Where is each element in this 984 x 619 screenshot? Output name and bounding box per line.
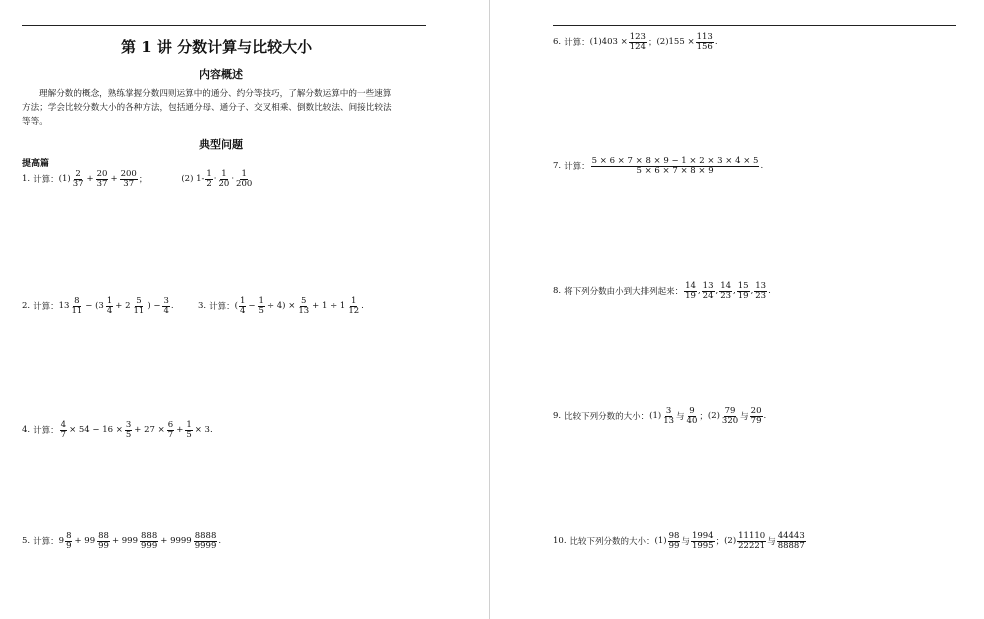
numerator: 5 [301,296,307,306]
numerator: 3 [665,406,672,416]
denominator: 200 [236,178,253,189]
numerator: 8 [66,531,72,541]
numerator: 4 [60,420,67,430]
math-text: . [714,37,718,48]
numerator: 9 [689,406,695,416]
problem-1 [22,170,254,189]
denominator: 19 [737,290,749,301]
denominator: 9 [66,540,72,551]
numerator: 14 [685,281,696,291]
numerator: 1 [186,420,192,430]
overview-heading: 内容概述 [199,68,243,81]
numerator: 15 [737,281,749,291]
math-text: 计算： [33,175,59,186]
denominator: 4 [163,305,169,316]
fraction [591,157,760,176]
overview-line-1: 理解分数的概念，熟练掌握分数四则运算中的通分、约分等技巧，了解分数运算中的一些速算 [39,89,392,99]
math-text: (2)155 × [656,37,695,48]
numerator: 1 [206,169,212,179]
math-text: + 27 × [134,425,165,436]
fraction [662,407,675,426]
math-text: (1)403 × [589,37,628,48]
math-text: 比较下列分数的大小： [564,412,650,423]
fraction [205,170,212,189]
math-text: 8. [553,286,562,297]
math-text: − [248,301,256,312]
fraction [140,532,158,551]
overview-line-2: 方法；学会比较分数大小的各种方法，包括通分母、通分子、交叉相乘、倒数比较法、间接比较法 [22,103,392,113]
math-text: 4. [22,425,31,436]
math-text: . [218,536,222,547]
fraction [719,282,732,301]
numerator: 3 [125,420,132,430]
math-text: ÷ 4) × [266,301,296,312]
numerator: 98 [668,531,680,541]
page-title: 第 1 讲 分数计算与比较大小 [121,38,313,56]
denominator: 4 [106,305,113,316]
numerator: 11110 [738,531,766,541]
numerator: 3 [163,296,169,306]
math-text: + 1 ÷ 1 [312,301,346,312]
math-text: 13 [58,301,70,312]
fraction [258,297,265,316]
denominator: 1995 [691,540,714,551]
math-text: ； [138,175,148,186]
numerator: 13 [702,281,714,291]
math-text: × 54 − 16 × [69,425,123,436]
header-rule-right [553,25,956,26]
denominator: 79 [750,415,762,426]
math-text: + 9999 [160,536,192,547]
math-text: (1) [654,536,667,547]
denominator: 5 × 6 × 7 × 8 × 9 [636,165,714,176]
math-text: + 999 [111,536,139,547]
fraction [684,282,697,301]
math-text: (2) [707,411,720,422]
math-text: + 2 [115,301,131,312]
math-text: + 99 [74,536,96,547]
fraction [235,170,253,189]
denominator: 37 [96,178,108,189]
numerator: 5 × 6 × 7 × 8 × 9 − 1 × 2 × 3 × 4 × 5 [591,156,759,166]
denominator: 23 [755,290,767,301]
denominator: 37 [72,178,84,189]
math-text: 计算： [33,302,59,313]
numerator: 1 [221,169,227,179]
numerator: 1 [258,296,264,306]
numerator: 79 [724,406,736,416]
math-text: . [768,286,771,297]
problem-10 [553,532,807,551]
math-text: 计算： [209,302,235,313]
math-text: 9 [58,536,65,547]
math-text: 计算： [33,537,59,548]
math-text: + [110,174,118,185]
fraction [691,532,715,551]
problems-heading: 典型问题 [199,138,243,151]
numerator: 5 [136,296,142,306]
problem-4 [22,421,214,440]
fraction [239,297,246,316]
math-text: 计算： [33,426,59,437]
problem-7 [553,157,763,176]
denominator: 156 [696,41,713,52]
math-text: (1) [58,174,71,185]
fraction [702,282,715,301]
denominator: 12 [348,305,360,316]
math-text: 计算： [564,38,590,49]
fraction [167,421,174,440]
fraction [72,170,85,189]
math-text: 7. [553,161,562,172]
math-text: . [361,301,364,312]
denominator: 999 [141,540,158,551]
denominator: 40 [686,415,698,426]
numerator: 1 [241,169,247,179]
page-divider [489,0,490,619]
math-text: , [697,286,701,297]
math-text: (2) 1- [181,174,205,185]
problem-6 [553,33,718,52]
header-rule-left [22,25,426,26]
fraction [297,297,310,316]
denominator: 11 [133,305,145,316]
denominator: 2 [206,178,212,189]
numerator: 1 [351,296,357,306]
fraction [133,297,146,316]
denominator: 99 [668,540,680,551]
fraction [347,297,360,316]
math-text: 6. [553,37,562,48]
fraction [65,532,72,551]
math-text: 1. [22,174,31,185]
numerator: 8 [74,296,80,306]
denominator: 5 [125,429,132,440]
numerator: 1994 [691,531,714,541]
numerator: 88 [98,531,109,541]
numerator: 44443 [777,531,805,541]
denominator: 99 [98,540,109,551]
math-text: + [176,425,184,436]
fraction [96,170,109,189]
math-text: 与 [676,412,685,423]
denominator: 88887 [777,540,805,551]
math-text: . [760,161,764,172]
fraction [721,407,739,426]
denominator: 22221 [738,540,766,551]
fraction [668,532,681,551]
fraction [120,170,138,189]
math-text: 计算： [564,162,590,173]
math-text: 与 [681,537,690,548]
math-text: + [86,174,94,185]
denominator: 5 [258,305,264,316]
fraction [750,407,763,426]
section-label: 提高篇 [22,159,50,169]
denominator: 13 [298,305,310,316]
math-text: . [763,411,767,422]
math-text: , [750,286,754,297]
denominator: 124 [629,41,646,52]
fraction [629,33,647,52]
math-text: 比较下列分数的大小： [569,537,655,548]
denominator: 9999 [194,540,217,551]
overview-line-3: 等等。 [22,117,48,127]
denominator: 24 [702,290,714,301]
denominator: 4 [239,305,246,316]
denominator: 7 [167,429,174,440]
math-text: (1) [649,411,662,422]
numerator: 1 [106,296,113,306]
math-text: ； [647,38,657,49]
math-text: ) − [147,301,161,312]
denominator: 23 [720,290,732,301]
math-text: 3. [198,301,207,312]
denominator: 13 [663,415,675,426]
fraction [218,170,231,189]
math-text: ； [699,412,708,423]
denominator: 19 [685,290,696,301]
numerator: 20 [750,406,762,416]
denominator: 7 [60,429,67,440]
fraction [70,297,83,316]
numerator: 2 [75,169,81,179]
numerator: 113 [696,32,713,42]
math-text: , [715,286,719,297]
numerator: 14 [720,281,732,291]
math-text: 10. [553,536,567,547]
denominator: 5 [186,429,192,440]
numerator: 888 [141,531,158,541]
problem-5 [22,532,221,551]
math-text: . [170,301,174,312]
fraction [737,532,766,551]
problem-8 [553,282,771,301]
fraction [777,532,806,551]
numerator: 20 [96,169,108,179]
numerator: 13 [755,281,767,291]
problem-9 [553,407,766,426]
numerator: 1 [239,296,246,306]
problem-2 [22,297,174,316]
numerator: 6 [167,420,174,430]
denominator: 11 [71,305,83,316]
fraction [106,297,113,316]
fraction [60,421,67,440]
math-text: ( [234,301,238,312]
math-text: − (3 [85,301,104,312]
fraction [686,407,699,426]
math-text: 9. [553,411,562,422]
math-text: × 3. [194,425,213,436]
numerator: 123 [629,32,646,42]
math-text: 与 [767,537,776,548]
numerator: 8888 [194,531,217,541]
fraction [97,532,110,551]
fraction [185,421,192,440]
math-text: 将下列分数由小到大排列起来： [564,287,684,298]
fraction [162,297,169,316]
fraction [696,33,714,52]
denominator: 37 [123,178,135,189]
denominator: 320 [721,415,739,426]
fraction [125,421,132,440]
numerator: 200 [120,169,137,179]
fraction [754,282,767,301]
fraction [737,282,750,301]
problem-3 [198,297,364,316]
math-text: 5. [22,536,31,547]
math-text: 与 [740,412,749,423]
math-text: , [733,286,736,297]
math-text: (2) [724,536,737,547]
math-text: · [213,174,217,185]
fraction [194,532,218,551]
denominator: 20 [218,178,230,189]
math-text: ； [715,537,725,548]
math-text: 2. [22,301,31,312]
math-text: · [231,174,235,185]
